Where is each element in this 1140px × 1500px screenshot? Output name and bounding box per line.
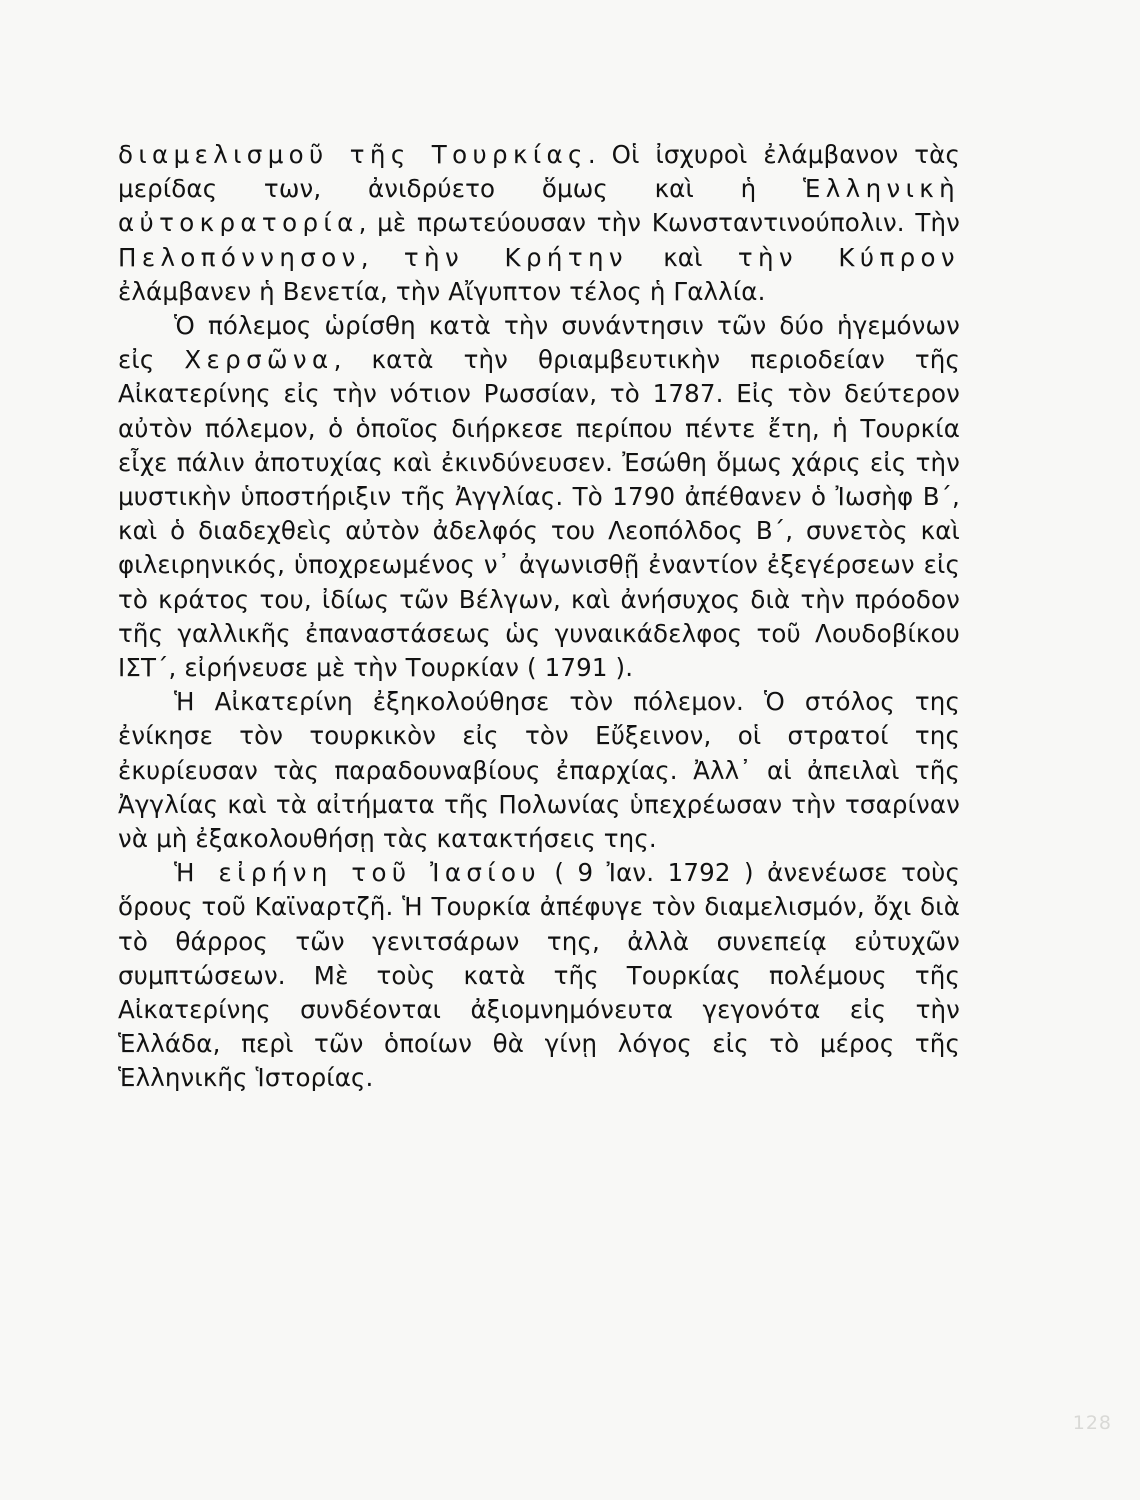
paragraph-1	[118, 138, 960, 309]
text-run: Πελοπόννησον	[118, 242, 361, 272]
text-run: ,	[360, 242, 404, 272]
text-run: τὴν Κρήτην	[403, 242, 628, 272]
paragraph-2	[118, 309, 960, 685]
body-text	[118, 138, 960, 1096]
text-run: Ἑλληνικὴ αὐτοκρατορία	[118, 174, 960, 238]
text-run: τὴν Κύπρον	[737, 242, 960, 272]
text-run: ( 9 Ἰαν. 1792 ) ἀνενέωσε τοὺς ὅρους τοῦ Καϊναρτζῆ. Ἡ Τουρκία ἀπέφυγε τὸν διαμελισμόν, ὄχι διὰ τὸ θάρρος τῶν γενιτσάρων της, ἀλλὰ συνεπείᾳ εὐτυχῶν συμπτώσεων. Μὲ τοὺς κατὰ τῆς Τουρκίας πολέμους τῆς Αἰκατερίνης συνδέονται ἀξιομνημόνευτα γεγονότα εἰς τὴν Ἑλλάδα, περὶ τῶν ὁποίων θὰ γίνῃ λόγος εἰς τὸ μέρος τῆς Ἑλληνικῆς Ἱστορίας.	[118, 858, 960, 1093]
text-run: ἐλάμβανεν ἡ Βενετία, τὴν Αἴγυπτον τέλος ἡ Γαλλία.	[118, 276, 766, 306]
text-run: Ἡ εἰρήνη τοῦ Ἰασίου	[174, 858, 541, 888]
paragraph-4	[118, 856, 960, 1095]
text-run: καὶ	[627, 242, 738, 272]
text-run: Ὁ πόλεμος ὡρίσθη κατὰ τὴν συνάντησιν τῶν δύο ἡγεμόνων εἰς	[118, 311, 960, 375]
text-run: . Οἱ ἰσχυροὶ ἐλάμβανον τὰς μερίδας των, ἀνιδρύετο ὅμως καὶ ἡ	[118, 140, 960, 204]
bleed-through-page-number: 128	[1072, 1412, 1112, 1434]
text-run: , κατὰ τὴν θριαμβευτικὴν περιοδείαν τῆς Αἰκατερίνης εἰς τὴν νότιον Ρωσσίαν, τὸ 1787. Εἰς τὸν δεύτερον αὐτὸν πόλεμον, ὁ ὁποῖος διήρκεσε περίπου πέντε ἔτη, ἡ Τουρκία εἶχε πάλιν ἀποτυχίας καὶ ἐκινδύνευσεν. Ἐσώθη ὅμως χάρις εἰς τὴν μυστικὴν ὑποστήριξιν τῆς Ἀγγλίας. Τὸ 1790 ἀπέθανεν ὁ Ἰωσὴφ Β΄, καὶ ὁ διαδεχθεὶς αὐτὸν ἀδελφός του Λεοπόλδος Β΄, συνετὸς καὶ φιλειρηνικός, ὑποχρεωμένος ν᾽ ἀγωνισθῇ ἐναντίον ἐξεγέρσεων εἰς τὸ κράτος του, ἰδίως τῶν Βέλγων, καὶ ἀνήσυχος διὰ τὴν πρόοδον τῆς γαλλικῆς ἐπαναστάσεως ὡς γυναικάδελφος τοῦ Λουδοβίκου ΙΣΤ΄, εἰρήνευσε μὲ τὴν Τουρκίαν ( 1791 ).	[118, 345, 960, 683]
paragraph-3	[118, 685, 960, 856]
text-run: Χερσῶνα	[184, 345, 334, 375]
text-run: , μὲ πρωτεύουσαν τὴν Κωνσταντινούπολιν. Τὴν	[358, 208, 960, 238]
text-run: διαμελισμοῦ τῆς Τουρκίας	[118, 140, 588, 169]
text-run: Ἡ Αἰκατερίνη ἐξηκολούθησε τὸν πόλεμον. Ὁ στόλος της ἐνίκησε τὸν τουρκικὸν εἰς τὸν Εὔξεινον, οἱ στρατοί της ἐκυρίευσαν τὰς παραδουναβίους ἐπαρχίας. Ἀλλ᾽ αἱ ἀπειλαὶ τῆς Ἀγγλίας καὶ τὰ αἰτήματα τῆς Πολωνίας ὑπεχρέωσαν τὴν τσαρίναν νὰ μὴ ἐξακολουθήσῃ τὰς κατακτήσεις της.	[118, 687, 960, 854]
